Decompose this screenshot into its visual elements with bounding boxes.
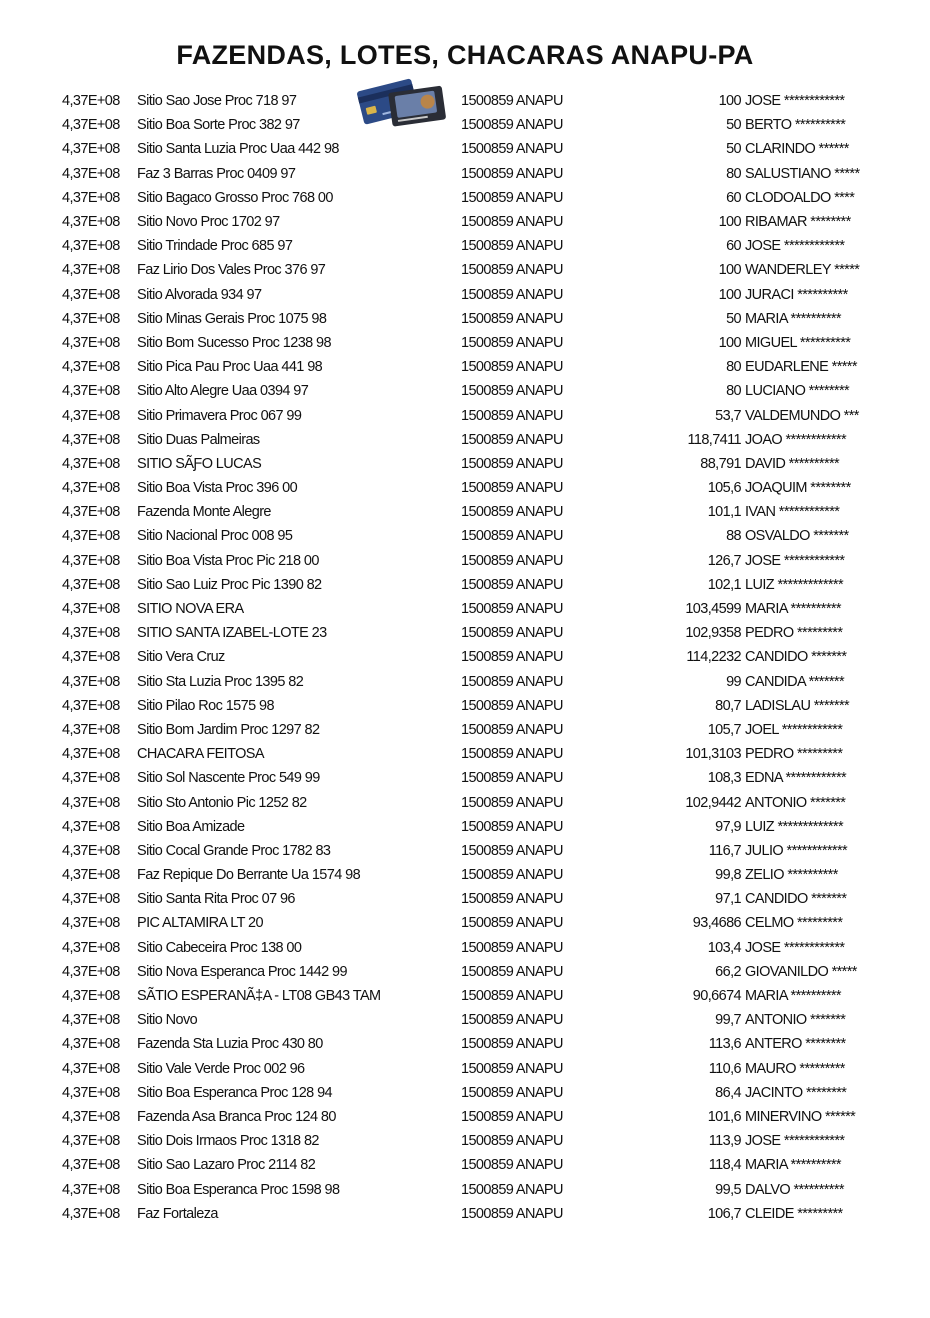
- municipality-code: 1500859 ANAPU: [461, 141, 563, 158]
- table-row: [62, 984, 895, 1008]
- property-area: 101,1: [707, 504, 741, 521]
- owner-name: MARIA **********: [745, 601, 841, 618]
- page-title: FAZENDAS, LOTES, CHACARAS ANAPU-PA: [176, 40, 754, 70]
- property-code: 4,37E+08: [62, 528, 120, 545]
- table-row: [62, 258, 895, 282]
- table-row: [62, 476, 895, 500]
- property-area: 100: [718, 334, 741, 351]
- property-area: 126,7: [707, 552, 741, 569]
- municipality-code: 1500859 ANAPU: [461, 988, 563, 1005]
- property-code: 4,37E+08: [62, 431, 120, 448]
- property-area: 99: [726, 673, 741, 690]
- owner-name: IVAN ************: [745, 504, 840, 521]
- property-name: Sitio Dois Irmaos Proc 1318 82: [137, 1133, 319, 1150]
- owner-name: ANTONIO *******: [745, 794, 846, 811]
- property-name: Sitio Trindade Proc 685 97: [137, 238, 293, 255]
- municipality-code: 1500859 ANAPU: [461, 770, 563, 787]
- municipality-code: 1500859 ANAPU: [461, 576, 563, 593]
- property-name: Faz 3 Barras Proc 0409 97: [137, 165, 296, 182]
- property-code: 4,37E+08: [62, 214, 120, 231]
- property-name: Faz Repique Do Berrante Ua 1574 98: [137, 867, 361, 884]
- property-name: Sitio Sao Lazaro Proc 2114 82: [137, 1157, 316, 1174]
- property-code: 4,37E+08: [62, 842, 120, 859]
- property-area: 86,4: [715, 1084, 741, 1101]
- property-code: 4,37E+08: [62, 891, 120, 908]
- property-name: PIC ALTAMIRA LT 20: [137, 915, 263, 932]
- table-row: [62, 307, 895, 331]
- owner-name: ANTONIO *******: [745, 1012, 846, 1029]
- owner-name: JACINTO ********: [745, 1084, 847, 1101]
- table-row: [62, 89, 895, 113]
- municipality-code: 1500859 ANAPU: [461, 939, 563, 956]
- municipality-code: 1500859 ANAPU: [461, 455, 563, 472]
- table-row: [62, 283, 895, 307]
- owner-name: LUIZ *************: [745, 818, 844, 835]
- municipality-code: 1500859 ANAPU: [461, 1108, 563, 1125]
- property-name: Sitio Boa Esperanca Proc 1598 98: [137, 1181, 340, 1198]
- property-name: SITIO NOVA ERA: [137, 601, 244, 618]
- municipality-code: 1500859 ANAPU: [461, 238, 563, 255]
- property-name: Sitio Sol Nascente Proc 549 99: [137, 770, 320, 787]
- property-area: 100: [718, 214, 741, 231]
- table-row: [62, 549, 895, 573]
- property-area: 102,9442: [685, 794, 741, 811]
- table-row: [62, 403, 895, 427]
- municipality-code: 1500859 ANAPU: [461, 867, 563, 884]
- property-name: Sitio Bagaco Grosso Proc 768 00: [137, 189, 333, 206]
- property-area: 113,6: [708, 1036, 741, 1053]
- owner-name: PEDRO *********: [745, 746, 843, 763]
- municipality-code: 1500859 ANAPU: [461, 1181, 563, 1198]
- property-code: 4,37E+08: [62, 915, 120, 932]
- owner-name: SALUSTIANO *****: [745, 165, 860, 182]
- table-row: [62, 1032, 895, 1056]
- municipality-code: 1500859 ANAPU: [461, 746, 563, 763]
- property-code: 4,37E+08: [62, 1060, 120, 1077]
- property-code: 4,37E+08: [62, 407, 120, 424]
- property-code: 4,37E+08: [62, 794, 120, 811]
- property-area: 102,1: [707, 576, 741, 593]
- property-code: 4,37E+08: [62, 504, 120, 521]
- property-code: 4,37E+08: [62, 867, 120, 884]
- owner-name: CANDIDA *******: [745, 673, 844, 690]
- property-name: Sitio Sao Luiz Proc Pic 1390 82: [137, 576, 322, 593]
- property-name: Sitio Boa Esperanca Proc 128 94: [137, 1084, 333, 1101]
- property-name: Sitio Cocal Grande Proc 1782 83: [137, 842, 331, 859]
- property-code: 4,37E+08: [62, 649, 120, 666]
- owner-name: CLEIDE *********: [745, 1205, 843, 1222]
- property-area: 97,9: [715, 818, 741, 835]
- table-row: [62, 863, 895, 887]
- property-area: 103,4: [707, 939, 741, 956]
- owner-name: JURACI **********: [745, 286, 848, 303]
- property-area: 118,7411: [687, 431, 741, 448]
- municipality-code: 1500859 ANAPU: [461, 359, 563, 376]
- owner-name: GIOVANILDO *****: [745, 963, 857, 980]
- table-row: [62, 1008, 895, 1032]
- property-code: 4,37E+08: [62, 117, 120, 134]
- municipality-code: 1500859 ANAPU: [461, 528, 563, 545]
- property-area: 114,2232: [686, 649, 741, 666]
- owner-name: JOSE ************: [745, 939, 845, 956]
- municipality-code: 1500859 ANAPU: [461, 1084, 563, 1101]
- table-row: [62, 1177, 895, 1201]
- property-code: 4,37E+08: [62, 721, 120, 738]
- property-code: 4,37E+08: [62, 673, 120, 690]
- property-name: Fazenda Monte Alegre: [137, 504, 271, 521]
- property-code: 4,37E+08: [62, 189, 120, 206]
- table-row: [62, 718, 895, 742]
- property-area: 50: [726, 310, 741, 327]
- property-area: 88,791: [700, 455, 741, 472]
- municipality-code: 1500859 ANAPU: [461, 673, 563, 690]
- property-name: Sitio Bom Jardim Proc 1297 82: [137, 721, 320, 738]
- owner-name: PEDRO *********: [745, 625, 843, 642]
- property-name: SÃTIO ESPERANÃ‡A - LT08 GB43 TAM: [137, 988, 381, 1005]
- property-area: 100: [718, 286, 741, 303]
- table-row: [62, 645, 895, 669]
- property-area: 50: [726, 117, 741, 134]
- municipality-code: 1500859 ANAPU: [461, 842, 563, 859]
- table-row: [62, 815, 895, 839]
- property-code: 4,37E+08: [62, 141, 120, 158]
- municipality-code: 1500859 ANAPU: [461, 504, 563, 521]
- property-name: Sitio Duas Palmeiras: [137, 431, 260, 448]
- owner-name: MARIA **********: [745, 310, 841, 327]
- owner-name: ANTERO ********: [745, 1036, 846, 1053]
- property-area: 101,6: [707, 1108, 741, 1125]
- property-area: 105,7: [707, 721, 741, 738]
- table-row: [62, 162, 895, 186]
- table-row: [62, 428, 895, 452]
- property-code: 4,37E+08: [62, 383, 120, 400]
- property-area: 80: [726, 383, 741, 400]
- property-code: 4,37E+08: [62, 1012, 120, 1029]
- table-row: [62, 355, 895, 379]
- property-name: Sitio Nacional Proc 008 95: [137, 528, 293, 545]
- municipality-code: 1500859 ANAPU: [461, 963, 563, 980]
- municipality-code: 1500859 ANAPU: [461, 1060, 563, 1077]
- property-code: 4,37E+08: [62, 359, 120, 376]
- owner-name: CLARINDO ******: [745, 141, 849, 158]
- property-code: 4,37E+08: [62, 286, 120, 303]
- property-code: 4,37E+08: [62, 165, 120, 182]
- owner-name: MINERVINO ******: [745, 1108, 856, 1125]
- table-row: [62, 839, 895, 863]
- property-name: Sitio Alvorada 934 97: [137, 286, 262, 303]
- owner-name: EDNA ************: [745, 770, 847, 787]
- property-name: Faz Fortaleza: [137, 1205, 218, 1222]
- table-row: [62, 1153, 895, 1177]
- property-area: 116,7: [708, 842, 741, 859]
- owner-name: CLODOALDO ****: [745, 189, 855, 206]
- municipality-code: 1500859 ANAPU: [461, 625, 563, 642]
- municipality-code: 1500859 ANAPU: [461, 697, 563, 714]
- table-row: [62, 452, 895, 476]
- property-code: 4,37E+08: [62, 576, 120, 593]
- property-area: 113,9: [708, 1133, 741, 1150]
- property-name: Sitio Santa Rita Proc 07 96: [137, 891, 295, 908]
- property-area: 100: [718, 93, 741, 110]
- property-code: 4,37E+08: [62, 697, 120, 714]
- property-code: 4,37E+08: [62, 238, 120, 255]
- owner-name: JOAQUIM ********: [745, 480, 851, 497]
- property-name: Sitio Boa Sorte Proc 382 97: [137, 117, 300, 134]
- municipality-code: 1500859 ANAPU: [461, 1157, 563, 1174]
- municipality-code: 1500859 ANAPU: [461, 214, 563, 231]
- table-row: [62, 137, 895, 161]
- property-table: [62, 89, 895, 1226]
- owner-name: CELMO *********: [745, 915, 843, 932]
- table-row: [62, 1202, 895, 1226]
- owner-name: RIBAMAR ********: [745, 214, 851, 231]
- owner-name: CANDIDO *******: [745, 649, 847, 666]
- property-name: SITIO SÃƑO LUCAS: [137, 455, 262, 472]
- table-row: [62, 790, 895, 814]
- table-row: [62, 936, 895, 960]
- property-code: 4,37E+08: [62, 262, 120, 279]
- table-row: [62, 113, 895, 137]
- property-area: 118,4: [708, 1157, 741, 1174]
- municipality-code: 1500859 ANAPU: [461, 1205, 563, 1222]
- property-name: Sitio Boa Amizade: [137, 818, 245, 835]
- property-code: 4,37E+08: [62, 625, 120, 642]
- property-area: 102,9358: [685, 625, 741, 642]
- property-name: Sitio Cabeceira Proc 138 00: [137, 939, 302, 956]
- property-code: 4,37E+08: [62, 1133, 120, 1150]
- table-row: [62, 1057, 895, 1081]
- owner-name: WANDERLEY *****: [745, 262, 860, 279]
- owner-name: CANDIDO *******: [745, 891, 847, 908]
- property-name: Sitio Vale Verde Proc 002 96: [137, 1060, 305, 1077]
- property-code: 4,37E+08: [62, 455, 120, 472]
- municipality-code: 1500859 ANAPU: [461, 649, 563, 666]
- municipality-code: 1500859 ANAPU: [461, 407, 563, 424]
- table-row: [62, 234, 895, 258]
- owner-name: BERTO **********: [745, 117, 846, 134]
- property-name: Faz Lirio Dos Vales Proc 376 97: [137, 262, 326, 279]
- municipality-code: 1500859 ANAPU: [461, 1133, 563, 1150]
- owner-name: VALDEMUNDO ***: [745, 407, 859, 424]
- property-name: Sitio Santa Luzia Proc Uaa 442 98: [137, 141, 339, 158]
- municipality-code: 1500859 ANAPU: [461, 480, 563, 497]
- property-code: 4,37E+08: [62, 988, 120, 1005]
- property-name: Fazenda Sta Luzia Proc 430 80: [137, 1036, 323, 1053]
- municipality-code: 1500859 ANAPU: [461, 552, 563, 569]
- property-name: Sitio Sto Antonio Pic 1252 82: [137, 794, 307, 811]
- municipality-code: 1500859 ANAPU: [461, 310, 563, 327]
- municipality-code: 1500859 ANAPU: [461, 165, 563, 182]
- table-row: [62, 887, 895, 911]
- owner-name: JOSE ************: [745, 93, 845, 110]
- table-row: [62, 960, 895, 984]
- municipality-code: 1500859 ANAPU: [461, 286, 563, 303]
- property-area: 97,1: [715, 891, 741, 908]
- table-row: [62, 911, 895, 935]
- property-code: 4,37E+08: [62, 963, 120, 980]
- property-area: 106,7: [707, 1205, 741, 1222]
- municipality-code: 1500859 ANAPU: [461, 794, 563, 811]
- owner-name: MAURO *********: [745, 1060, 845, 1077]
- property-code: 4,37E+08: [62, 1205, 120, 1222]
- property-code: 4,37E+08: [62, 552, 120, 569]
- table-row: [62, 331, 895, 355]
- property-area: 80: [726, 359, 741, 376]
- owner-name: LUCIANO ********: [745, 383, 850, 400]
- municipality-code: 1500859 ANAPU: [461, 915, 563, 932]
- municipality-code: 1500859 ANAPU: [461, 431, 563, 448]
- municipality-code: 1500859 ANAPU: [461, 721, 563, 738]
- owner-name: MARIA **********: [745, 988, 841, 1005]
- owner-name: LUIZ *************: [745, 576, 844, 593]
- table-row: [62, 186, 895, 210]
- property-name: Sitio Bom Sucesso Proc 1238 98: [137, 334, 331, 351]
- property-code: 4,37E+08: [62, 1181, 120, 1198]
- owner-name: JOEL ************: [745, 721, 843, 738]
- property-name: Sitio Novo: [137, 1012, 198, 1029]
- municipality-code: 1500859 ANAPU: [461, 189, 563, 206]
- property-code: 4,37E+08: [62, 601, 120, 618]
- owner-name: JOSE ************: [745, 238, 845, 255]
- table-row: [62, 670, 895, 694]
- municipality-code: 1500859 ANAPU: [461, 93, 563, 110]
- owner-name: MARIA **********: [745, 1157, 841, 1174]
- municipality-code: 1500859 ANAPU: [461, 818, 563, 835]
- table-row: [62, 379, 895, 403]
- property-area: 53,7: [715, 407, 741, 424]
- property-area: 60: [726, 238, 741, 255]
- property-area: 110,6: [708, 1060, 741, 1077]
- property-area: 105,6: [707, 480, 741, 497]
- municipality-code: 1500859 ANAPU: [461, 334, 563, 351]
- property-name: Sitio Novo Proc 1702 97: [137, 214, 280, 231]
- table-row: [62, 742, 895, 766]
- property-code: 4,37E+08: [62, 770, 120, 787]
- property-area: 99,8: [715, 867, 741, 884]
- table-row: [62, 210, 895, 234]
- property-name: SITIO SANTA IZABEL-LOTE 23: [137, 625, 327, 642]
- property-name: Sitio Primavera Proc 067 99: [137, 407, 302, 424]
- property-area: 100: [718, 262, 741, 279]
- owner-name: MIGUEL **********: [745, 334, 851, 351]
- table-row: [62, 621, 895, 645]
- table-row: [62, 1105, 895, 1129]
- property-code: 4,37E+08: [62, 480, 120, 497]
- property-area: 103,4599: [685, 601, 741, 618]
- property-area: 50: [726, 141, 741, 158]
- property-name: Sitio Minas Gerais Proc 1075 98: [137, 310, 327, 327]
- property-name: Fazenda Asa Branca Proc 124 80: [137, 1108, 336, 1125]
- municipality-code: 1500859 ANAPU: [461, 1036, 563, 1053]
- property-code: 4,37E+08: [62, 93, 120, 110]
- municipality-code: 1500859 ANAPU: [461, 601, 563, 618]
- property-name: Sitio Sao Jose Proc 718 97: [137, 93, 297, 110]
- table-row: [62, 766, 895, 790]
- property-area: 90,6674: [692, 988, 741, 1005]
- owner-name: DALVO **********: [745, 1181, 844, 1198]
- property-area: 99,7: [715, 1012, 741, 1029]
- property-area: 60: [726, 189, 741, 206]
- owner-name: DAVID **********: [745, 455, 840, 472]
- owner-name: JULIO ************: [745, 842, 848, 859]
- property-code: 4,37E+08: [62, 1157, 120, 1174]
- table-row: [62, 694, 895, 718]
- municipality-code: 1500859 ANAPU: [461, 383, 563, 400]
- property-name: Sitio Pilao Roc 1575 98: [137, 697, 274, 714]
- municipality-code: 1500859 ANAPU: [461, 891, 563, 908]
- owner-name: EUDARLENE *****: [745, 359, 857, 376]
- property-code: 4,37E+08: [62, 1108, 120, 1125]
- property-code: 4,37E+08: [62, 1036, 120, 1053]
- table-row: [62, 524, 895, 548]
- property-name: Sitio Boa Vista Proc 396 00: [137, 480, 298, 497]
- owner-name: LADISLAU *******: [745, 697, 850, 714]
- property-area: 93,4686: [692, 915, 741, 932]
- property-area: 101,3103: [685, 746, 741, 763]
- table-row: [62, 1081, 895, 1105]
- property-code: 4,37E+08: [62, 939, 120, 956]
- property-name: Sitio Nova Esperanca Proc 1442 99: [137, 963, 347, 980]
- property-area: 80: [726, 165, 741, 182]
- property-area: 108,3: [707, 770, 741, 787]
- owner-name: JOSE ************: [745, 1133, 845, 1150]
- property-name: Sitio Vera Cruz: [137, 649, 225, 666]
- municipality-code: 1500859 ANAPU: [461, 117, 563, 134]
- property-name: CHACARA FEITOSA: [137, 746, 264, 763]
- table-row: [62, 1129, 895, 1153]
- property-code: 4,37E+08: [62, 1084, 120, 1101]
- property-area: 80,7: [715, 697, 741, 714]
- property-code: 4,37E+08: [62, 310, 120, 327]
- property-area: 66,2: [715, 963, 741, 980]
- property-name: Sitio Sta Luzia Proc 1395 82: [137, 673, 304, 690]
- table-row: [62, 500, 895, 524]
- owner-name: OSVALDO *******: [745, 528, 849, 545]
- property-name: Sitio Alto Alegre Uaa 0394 97: [137, 383, 309, 400]
- owner-name: JOSE ************: [745, 552, 845, 569]
- municipality-code: 1500859 ANAPU: [461, 1012, 563, 1029]
- owner-name: ZELIO **********: [745, 867, 838, 884]
- table-row: [62, 597, 895, 621]
- property-name: Sitio Boa Vista Proc Pic 218 00: [137, 552, 319, 569]
- property-name: Sitio Pica Pau Proc Uaa 441 98: [137, 359, 323, 376]
- property-code: 4,37E+08: [62, 746, 120, 763]
- property-area: 88: [726, 528, 741, 545]
- property-code: 4,37E+08: [62, 818, 120, 835]
- table-row: [62, 573, 895, 597]
- municipality-code: 1500859 ANAPU: [461, 262, 563, 279]
- property-area: 99,5: [715, 1181, 741, 1198]
- property-code: 4,37E+08: [62, 334, 120, 351]
- owner-name: JOAO ************: [745, 431, 847, 448]
